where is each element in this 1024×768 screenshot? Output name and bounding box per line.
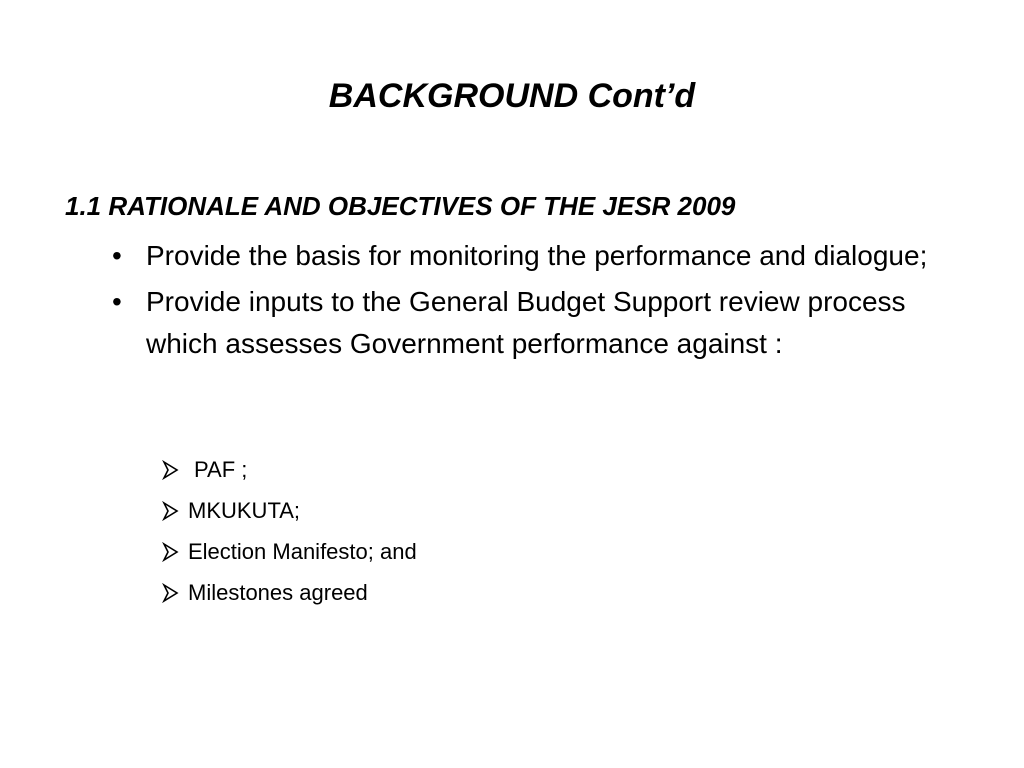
sub-bullet-item (162, 534, 417, 575)
bullet-item (110, 235, 970, 277)
sub-bullet-item (162, 452, 417, 493)
bullet-list (110, 235, 970, 369)
bullet-dot-icon: • (112, 240, 122, 271)
sub-bullet-text: PAF ; (194, 457, 248, 482)
bullet-dot-icon: • (112, 286, 122, 317)
slide-title: BACKGROUND Cont’d (328, 77, 696, 115)
section-heading: 1.1 RATIONALE AND OBJECTIVES OF THE JESR 2009 (65, 191, 736, 221)
bullet-item (110, 281, 970, 365)
arrow-bullet-icon (162, 542, 180, 562)
sub-bullet-text: Election Manifesto; and (188, 539, 417, 564)
sub-bullet-text: Milestones agreed (188, 580, 368, 605)
bullet-text: Provide the basis for monitoring the performance and dialogue; (146, 240, 928, 271)
sub-bullet-item (162, 575, 417, 616)
sub-bullet-list (162, 452, 417, 616)
bullet-text: Provide inputs to the General Budget Support review process which assesses Government performance against : (146, 286, 906, 359)
arrow-bullet-icon (162, 501, 180, 521)
arrow-bullet-icon (162, 460, 180, 480)
sub-bullet-item (162, 493, 417, 534)
sub-bullet-text: MKUKUTA; (188, 498, 301, 523)
arrow-bullet-icon (162, 583, 180, 603)
